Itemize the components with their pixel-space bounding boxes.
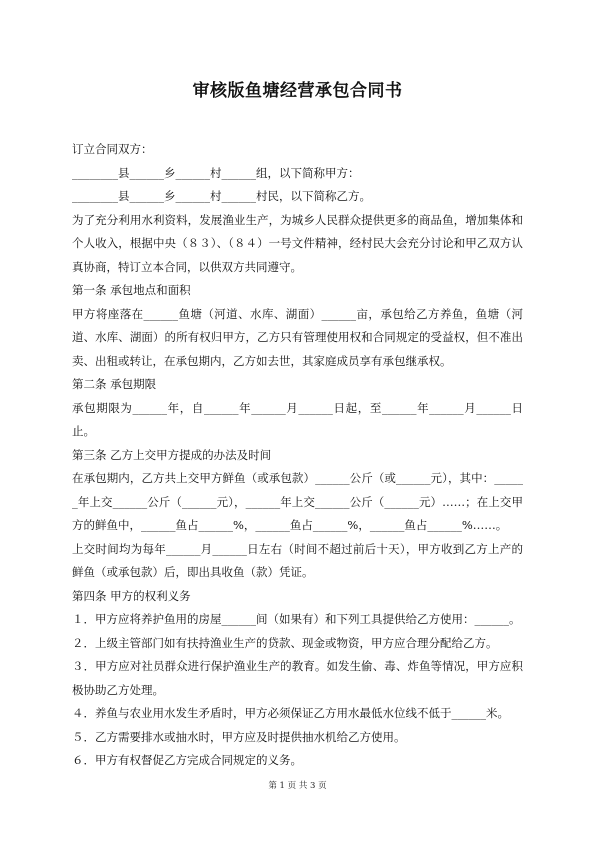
article-1-heading: 第一条 承包地点和面积 <box>72 283 191 297</box>
article-4-item: ６．甲方有权督促乙方完成合同规定的义务。 <box>72 753 302 767</box>
preamble-paragraph: 为了充分利用水利资料，发展渔业生产，为城乡人民群众提供更多的商品鱼，增加集体和个人收入，根据中央（８３）、（８４）一号文件精神，经村民大会充分讨论和甲乙双方认真协商，特订立本合同，以供双方共同遵守。 <box>72 212 523 274</box>
document-title: 审核版鱼塘经营承包合同书 <box>192 81 403 101</box>
article-4-item: ２．上级主管部门如有扶持渔业生产的贷款、现金或物资，甲方应合理分配给乙方。 <box>72 635 498 650</box>
article-1-text: 甲方将座落在______鱼塘（河道、水库、湖面）______亩，承包给乙方养鱼，鱼塘（河道、水库、湖面）的所有权归甲方，乙方只有管理使用权和合同规定的受益权，但不准出卖、出租或转让，在承包期内，乙方如去世，其家庭成员享有承包继承权。 <box>72 306 523 368</box>
article-3-heading: 第三条 乙方上交甲方提成的办法及时间 <box>72 447 272 462</box>
page-number-footer: 第 1 页 共 3 页 <box>268 781 327 791</box>
article-3-text: 在承包期内，乙方共上交甲方鲜鱼（或承包款）______公斤（或______元），其中：______年上交______公斤（______元），______年上交______公斤（______元）……；在上交甲方的鲜鱼中，______鱼占______%，______鱼占______%，______鱼占______%……。 <box>72 471 523 532</box>
article-4-item: １．甲方应将养护鱼用的房屋______间（如果有）和下列工具提供给乙方使用：______。 <box>72 612 521 626</box>
article-3-timing-text: 上交时间均为每年______月______日左右（时间不超过前后十天），甲方收到乙方上产的鲜鱼（或承包款）后，即出具收鱼（款）凭证。 <box>72 541 523 579</box>
party-b-line: ________县______乡______村______村民，以下简称乙方。 <box>72 189 371 203</box>
article-2-text: 承包期限为______年，自______年______月______日起，至______年______月______日止。 <box>72 400 523 438</box>
article-4-item: ３．甲方应对社员群众进行保护渔业生产的教育。如发生偷、毒、炸鱼等情况，甲方应积极协助乙方处理。 <box>72 659 523 697</box>
article-4-item: ４．养鱼与农业用水发生矛盾时，甲方必须保证乙方用水最低水位线不低于______米。 <box>72 706 509 720</box>
parties-heading: 订立合同双方： <box>72 142 153 156</box>
document-body <box>72 138 523 773</box>
article-4-item: ５．乙方需要排水或抽水时，甲方应及时提供抽水机给乙方使用。 <box>72 729 406 744</box>
article-2-heading: 第二条 承包期限 <box>72 377 157 391</box>
party-a-line: ________县______乡______村______组，以下简称甲方： <box>72 165 360 180</box>
article-4-heading: 第四条 甲方的权利义务 <box>72 588 191 603</box>
